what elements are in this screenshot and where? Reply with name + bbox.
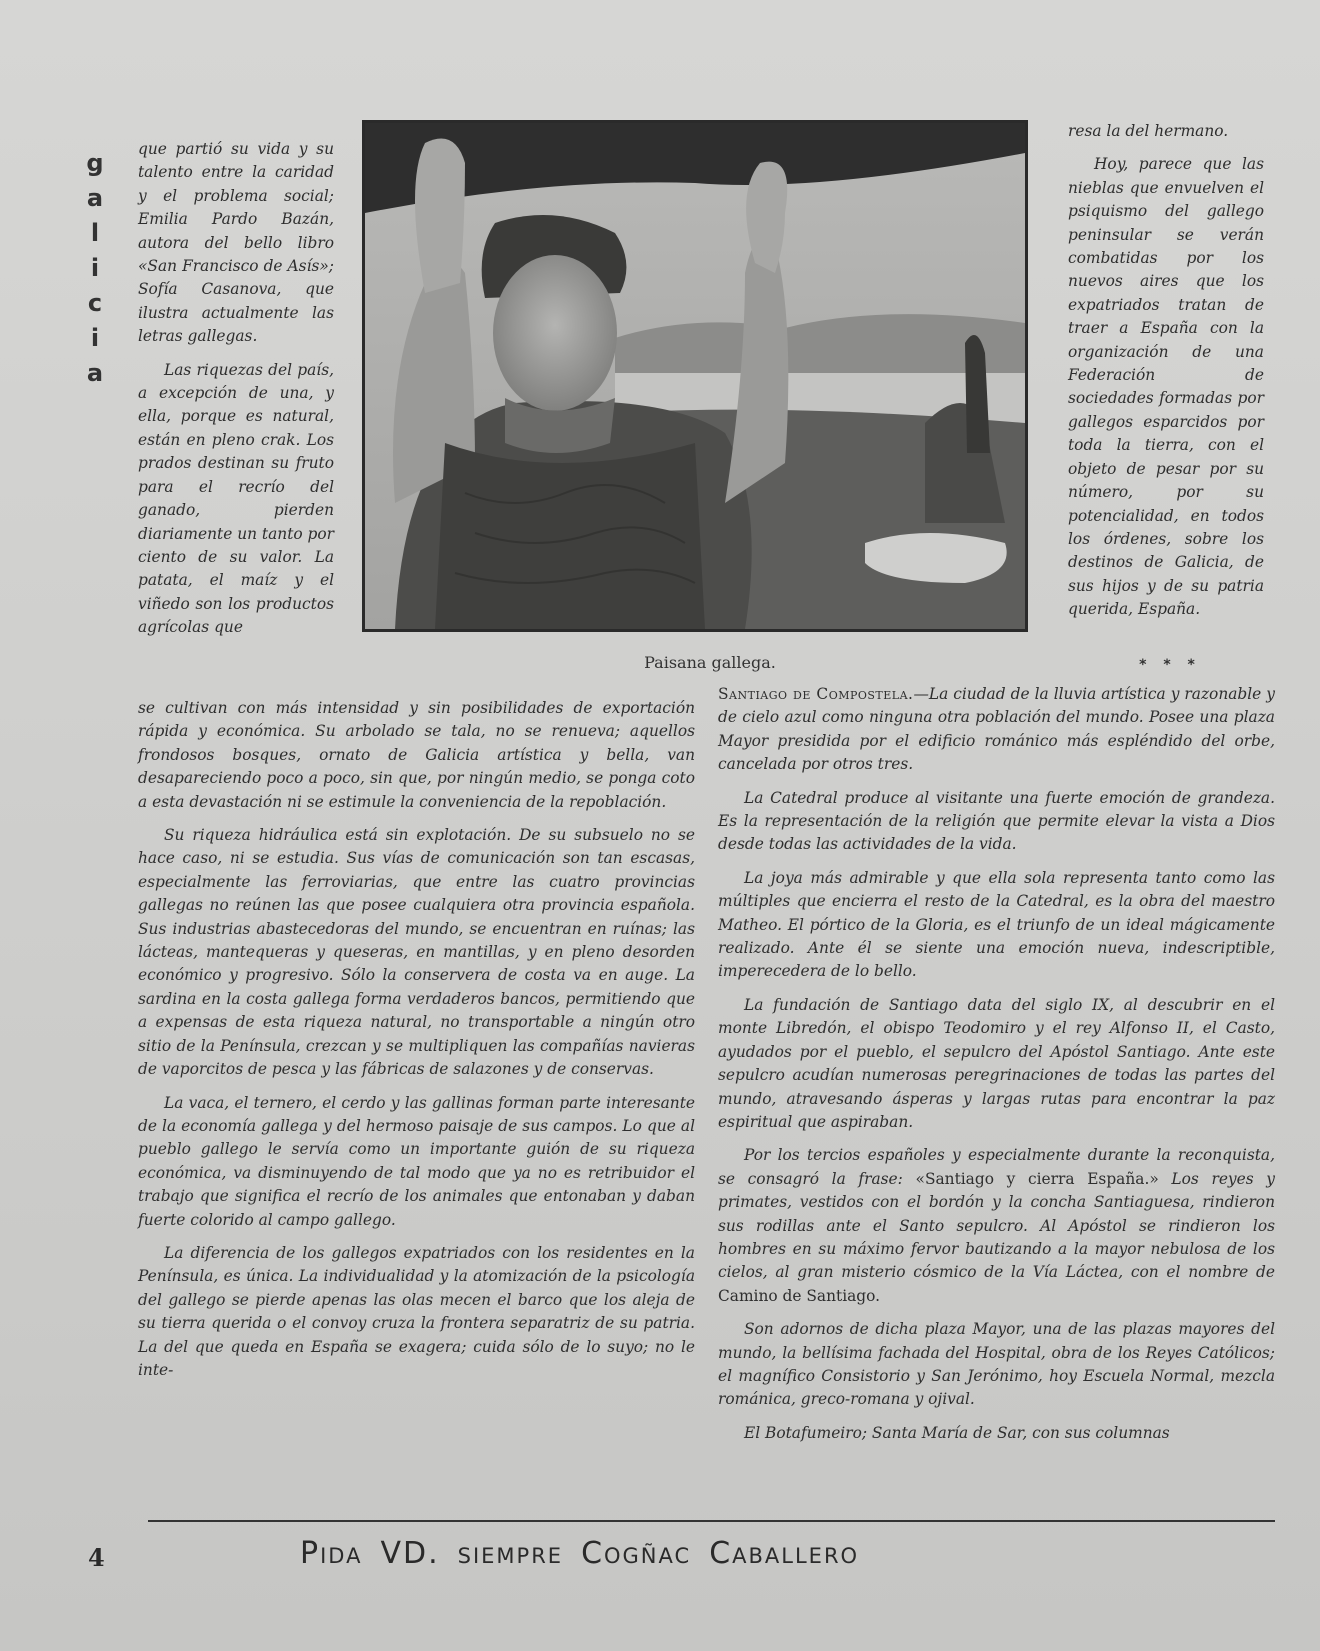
slogan-word: Pida [300, 1536, 363, 1571]
photo-peasant-woman [362, 120, 1028, 632]
masthead-letter: c [87, 289, 103, 317]
slogan-word: VD. [380, 1536, 440, 1571]
masthead-letter: a [86, 184, 104, 212]
article-paragraph: Hoy, parece que las nieblas que envuelven el psiquismo del gallego peninsular se verán combatidas por los nuevos aires que los expatriados tratan de traer a España con la organización de una Federación de sociedades formadas por gallegos esparcidos por toda la tierra, con el objeto de pesar por su número, por su potencialidad, en todos los órdenes, sobre los destinos de Galicia, de sus hijos y de su patria querida, España. [1068, 155, 1264, 619]
right-narrow-column [1068, 120, 1264, 632]
santiago-lead-paragraph: Santiago de Compostela.—La ciudad de la lluvia artística y razonable y de cielo azul como ninguna otra población del mundo. Posee una plaza Mayor presidida por el edificio románico más espléndido del orbe, cancelada por otros tres. [718, 685, 1276, 774]
section-separator: * * * [1139, 657, 1201, 673]
paragraph-adornos: Son adornos de dicha plaza Mayor, una de las plazas mayores del mundo, la bellísima fachada del Hospital, obra de los Reyes Católicos; el magnífico Consistorio y San Jerónimo, hoy Escuela Normal, mezcla románica, greco-romana y ojival. [718, 1320, 1275, 1409]
slogan-word: Caballero [709, 1536, 860, 1571]
article-paragraph: que partió su vida y su talento entre la caridad y el problema social; Emilia Pardo Bazán, autora del bello libro «San Francisco de Asís»; Sofía Casanova, que ilustra actualmente las letras gallegas. [138, 140, 334, 346]
paragraph-tercios: Por los tercios españoles y especialmente durante la reconquista, se consagró la frase: «Santiago y cierra España.» Los reyes y primates, vestidos con el bordón y la concha Santiaguesa, rindieron sus rodillas ante el Santo sepulcro. Al Apóstol se rindieron los hombres en su máximo fervor bautizando a la mayor nebulosa de los cielos, al gran misterio cósmico de la Vía Láctea, con el nombre de Camino de Santiago. [718, 1146, 1275, 1305]
article-paragraph: La diferencia de los gallegos expatriados con los residentes en la Península, es única. La individualidad y la atomización de la psicología del gallego se pierde apenas las olas mecen el barco que los aleja de su tierra querida o el convoy cruza la frontera separatriz de su patria. La del que queda en España se exagera; cuida sólo de lo suyo; no le inte- [138, 1243, 695, 1379]
paragraph-fundacion: La fundación de Santiago data del siglo IX, al descubrir en el monte Libredón, el obispo Teodomiro y el rey Alfonso II, el Casto, ayudados por el pueblo, el sepulcro del Apóstol Santiago. Ante este sepulcro acudían numerosas peregrinaciones de todas las partes del mundo, atravesando ásperas y largas rutas para encontrar la paz espiritual que aspiraban. [718, 995, 1275, 1131]
masthead-letter: i [90, 324, 100, 352]
left-narrow-column [138, 138, 334, 650]
masthead-letter: g [86, 149, 104, 177]
vertical-masthead [84, 146, 106, 391]
masthead-letter: i [90, 254, 100, 282]
photo-illustration [365, 123, 1025, 629]
masthead-letter: a [86, 359, 104, 387]
section-heading-santiago: Santiago de Compostela. [718, 685, 914, 703]
right-wide-column [718, 683, 1275, 1455]
camino-de-santiago: Camino de Santiago. [718, 1286, 881, 1305]
slogan-word: Cogñac [581, 1536, 692, 1571]
left-wide-column [138, 697, 695, 1392]
slogan-word: siempre [457, 1536, 564, 1571]
article-paragraph: La vaca, el ternero, el cerdo y las gallinas forman parte interesante de la economía gallega y del hermoso paisaje de sus campos. Lo que al pueblo gallego le servía como un importante guión de su riqueza económica, va disminuyendo de tal modo que ya no es retribuidor el trabajo que significa el recrío de los animales que entonaban y daban fuerte colorido al campo gallego. [138, 1093, 695, 1229]
paragraph-catedral: La Catedral produce al visitante una fuerte emoción de grandeza. Es la representación de la religión que permite elevar la vista a Dios desde todas las actividades de la vida. [718, 788, 1275, 854]
paragraph-botafumeiro: El Botafumeiro; Santa María de Sar, con sus columnas [744, 1423, 1170, 1442]
paragraph-joya: La joya más admirable y que ella sola representa tanto como las múltiples que encierra el resto de la Catedral, es la obra del maestro Matheo. El pórtico de la Gloria, es el triunfo de un ideal mágicamente realizado. Ante él se siente una emoción nueva, indescriptible, imperecedera de lo bello. [718, 868, 1275, 981]
article-paragraph: Las riquezas del país, a excepción de una, y ella, porque es natural, están en pleno crak. Los prados destinan su fruto para el recrío del ganado, pierden diariamente un tanto por ciento de su valor. La patata, el maíz y el viñedo son los productos agrícolas que [138, 360, 335, 637]
photo-caption: Paisana gallega. [644, 653, 776, 672]
footer-advertisement [300, 1536, 1160, 1571]
masthead-letter: l [90, 219, 100, 247]
page-number: 4 [88, 1543, 105, 1572]
footer-rule [148, 1520, 1275, 1522]
article-paragraph: se cultivan con más intensidad y sin posibilidades de exportación rápida y económica. Su arbolado se tala, no se renueva; aquellos frondosos bosques, ornato de Galicia artística y bella, van desapareciendo poco a poco, sin que, por ningún medio, se ponga coto a esta devastación ni se estimule la conveniencia de la repoblación. [138, 699, 695, 811]
article-paragraph: resa la del hermano. [1068, 122, 1229, 140]
quote-santiago: «Santiago y cierra España.» [915, 1169, 1159, 1188]
article-paragraph: Su riqueza hidráulica está sin explotación. De su subsuelo no se hace caso, ni se estudia. Sus vías de comunicación son tan escasas, especialmente las ferroviarias, que entre las cuatro provincias gallegas no reúnen las que posee cualquiera otra provincia española. Sus industrias abastecedoras del mundo, se encuentran en ruínas; las lácteas, mantequeras y queseras, en mantillas, y en pleno desorden económico y progresivo. Sólo la conservera de costa va en auge. La sardina en la costa gallega forma verdaderos bancos, permitiendo que a expensas de esta riqueza natural, no transportable a ningún otro sitio de la Península, crezcan y se multipliquen las compañías navieras de vaporcitos de pesca y las fábricas de salazones y de conservas. [138, 826, 695, 1079]
